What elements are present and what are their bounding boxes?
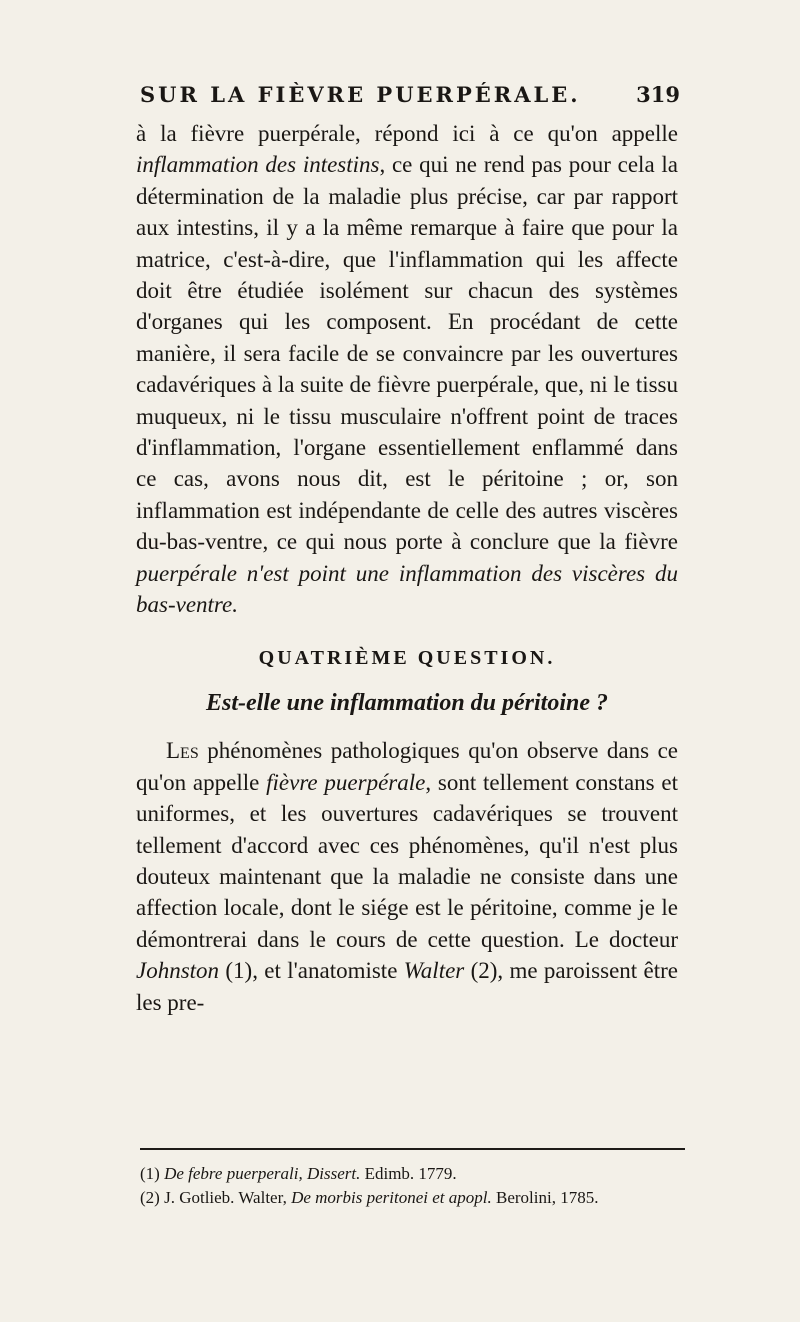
footnote-marker: (2) J. Gotlieb. <box>140 1188 239 1207</box>
text-run: Edimb. 1779. <box>360 1164 457 1183</box>
section-heading: QUATRIÈME QUESTION. <box>258 646 556 669</box>
running-head <box>140 82 680 107</box>
italic-run: fièvre puerpérale <box>266 769 426 795</box>
lead-word: Les <box>166 738 199 764</box>
text-run: Walter, <box>238 1188 292 1207</box>
footnote-2 <box>140 1186 685 1210</box>
italic-run: inflammation des intestins <box>136 152 380 178</box>
footnotes <box>140 1162 685 1210</box>
footnote-rule <box>140 1148 685 1150</box>
text-run: à la fièvre puerpérale, répond ici à ce qu'on appelle <box>136 121 678 146</box>
paragraph-2 <box>136 735 678 1018</box>
body-text <box>136 118 678 1018</box>
footnote-1 <box>140 1162 685 1186</box>
text-run: , ce qui ne rend pas pour cela la détermination de la maladie plus précise, car par rapport aux intestins, il y a la même remarque à faire que pour la matrice, c'est-à-dire, que l'inflammation qui les affecte doit être étudiée isolément sur chacun des systèmes d'organes qui les composent. En procédant de cette manière, il sera facile de se convaincre par les ouvertures cadavériques à la suite de fièvre puerpérale, que, ni le tissu muqueux, ni le tissu musculaire n'offrent point de traces d'inflammation, l'organe essentiellement enflammé dans ce cas, avons nous dit, est le péritoine ; or, son inflammation est indépendante de celle des autres viscères du-bas-ventre, ce qui nous porte à conclure que la fièvre <box>136 152 678 555</box>
footnote-marker: (1) <box>140 1164 165 1183</box>
running-title: SUR LA FIÈVRE PUERPÉRALE. <box>140 82 581 107</box>
italic-run: De febre puerperali, Dissert. <box>164 1164 361 1183</box>
question-title: Est-elle une inflammation du péritoine ? <box>205 689 609 716</box>
text-run: (2), me paroissent être les pre- <box>136 958 678 1015</box>
text-run: Berolini, 1785. <box>491 1188 599 1207</box>
paragraph-1 <box>136 118 678 621</box>
text-run: (1), et l'anatomiste <box>219 958 404 984</box>
text-run: , sont tellement constans et uniformes, et les ouvertures cadavériques se trouvent tellement d'accord avec ces phénomènes, qu'il n'est plus douteux maintenant que la maladie ne consiste dans une affection locale, dont le siége est le péritoine, comme je le démontrerai dans le cours de cette question. Le docteur <box>136 769 678 952</box>
text-run: phénomènes pathologiques qu'on observe dans ce qu'on appelle <box>136 738 678 795</box>
italic-run: puerpérale n'est point une inflammation des viscères du bas-ventre. <box>136 560 678 618</box>
italic-run: Walter <box>403 958 465 984</box>
page-number: 319 <box>636 82 680 107</box>
italic-run: Johnston <box>136 958 220 984</box>
italic-run: De morbis peritonei et apopl. <box>291 1188 492 1207</box>
